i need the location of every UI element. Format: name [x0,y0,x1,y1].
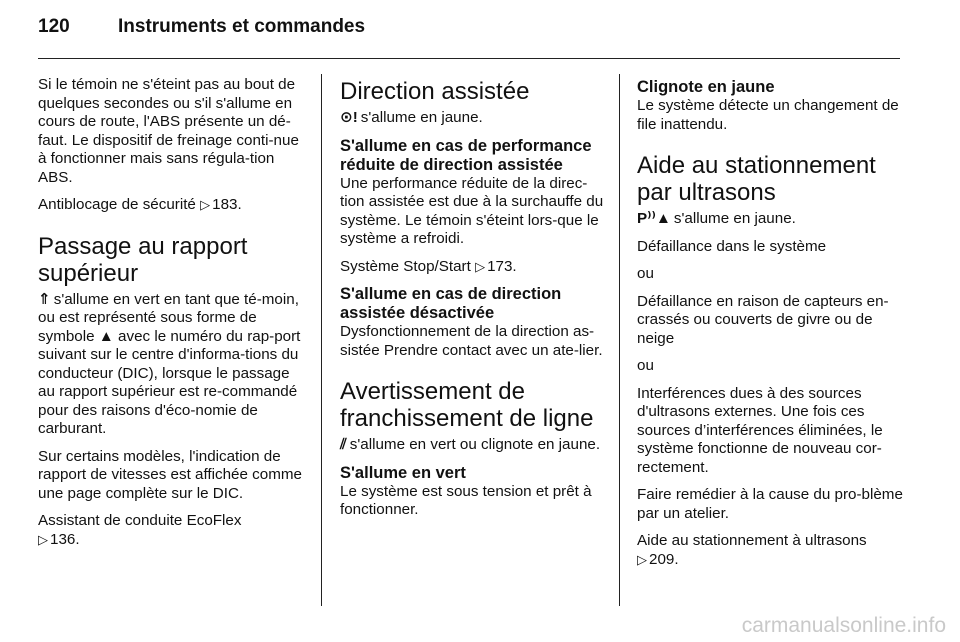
page-ref-arrow-icon: ▷ [475,258,486,274]
steering-warning-icon: ⊙! [340,109,358,126]
fault-paragraph: Défaillance dans le système [637,237,827,255]
heading-reduced-performance: S'allume en cas de performance réduite de direction assistée [340,136,592,174]
lane-departure-icon: ⫽ [340,436,347,453]
heading-lights-green: S'allume en vert [340,463,466,482]
heading-steering-disabled: S'allume en cas de direction assistée désactivée [340,285,562,322]
disabled-paragraph: Dysfonctionnement de la direction as-sistée Prendre contact avec un ate-lier. [340,323,603,359]
reduced-paragraph: Une performance réduite de la direc-tion assistée est due à la surchauffe du système. Le témoin s'éteint lors-que le système a refroidi. [340,174,604,247]
column-divider [321,74,322,606]
stopstart-reference: Système Stop/Start ▷ 173. [340,257,517,275]
or-separator: ou [637,265,654,282]
page-title: Instruments et commandes [118,16,366,37]
page-header [38,16,365,48]
header-divider [38,58,900,59]
page-ref-link[interactable]: 209. [649,550,679,568]
green-paragraph: Le système est sous tension et prêt à fonctionner. [340,482,592,518]
heading-upshift: Passage au rapport supérieur [38,232,248,287]
interference-paragraph: Interférences dues à des sources d'ultrasons externes. Une fois ces sources d’interférences éliminées, le système fonctionne de nouveau cor-rectement. [637,384,883,476]
parking-paragraph: P⁾⁾▲ s'allume en jaune. [637,210,796,227]
steering-paragraph: ⊙! s'allume en jaune. [340,109,483,126]
page-ref-arrow-icon: ▷ [200,197,211,212]
page-ref-link[interactable]: 136. [50,530,80,548]
ecoflex-reference: Assistant de conduite EcoFlex ▷ 136. [38,512,242,548]
dic-paragraph: Sur certains modèles, l'indication de rapport de vitesses est affichée comme une page complète sur le DIC. [38,447,302,502]
heading-flashes-yellow: Clignote en jaune [637,78,775,96]
page-ref-link[interactable]: 183. [212,196,242,213]
heading-parking-assist: Aide au stationnement par ultrasons [637,152,876,206]
heading-lane-departure: Avertissement de franchissement de ligne [340,378,594,432]
column-divider [619,74,620,606]
or-separator: ou [637,357,654,374]
column-1 [38,76,308,558]
workshop-paragraph: Faire remédier à la cause du pro-blème par un atelier. [637,486,903,522]
column-2 [340,76,605,529]
sensors-paragraph: Défaillance en raison de capteurs en-crassés ou couverts de givre ou de neige [637,292,889,347]
lane-paragraph: ⫽ s'allume en vert ou clignote en jaune. [340,436,601,453]
upshift-icon: ⇑ [38,290,51,308]
upshift-paragraph: ⇑ s'allume en vert en tant que té-moin, ou est représenté sous forme de symbole ▲ avec le numéro du rap-port suivant sur le centre d'informa-tions du conducteur (DIC), lorsque le passage au rapport supérieur est re-commandé pour des raisons d'éco-nomie de carburant. [38,290,301,437]
watermark: carmanualsonline.info [741,614,946,637]
page-ref-arrow-icon: ▷ [637,551,647,567]
yellow-paragraph: Le système détecte un changement de file inattendu. [637,97,899,133]
page-number: 120 [38,16,70,37]
parking-assist-icon: P⁾⁾▲ [637,210,671,227]
abs-reference: Antiblocage de sécurité ▷ 183. [38,196,242,213]
page-ref-link[interactable]: 173. [487,257,517,275]
page-ref-arrow-icon: ▷ [38,531,48,547]
heading-power-steering: Direction assistée [340,78,530,105]
column-3 [637,76,903,578]
parking-reference: Aide au stationnement à ultrasons ▷ 209. [637,532,867,568]
abs-paragraph: Si le témoin ne s'éteint pas au bout de quelques secondes ou s'il s'allume en cours de route, l'ABS présente un dé-faut. Le dispositif de freinage conti-nue à fonctionner mais sans régula-tion ABS. [38,76,299,186]
